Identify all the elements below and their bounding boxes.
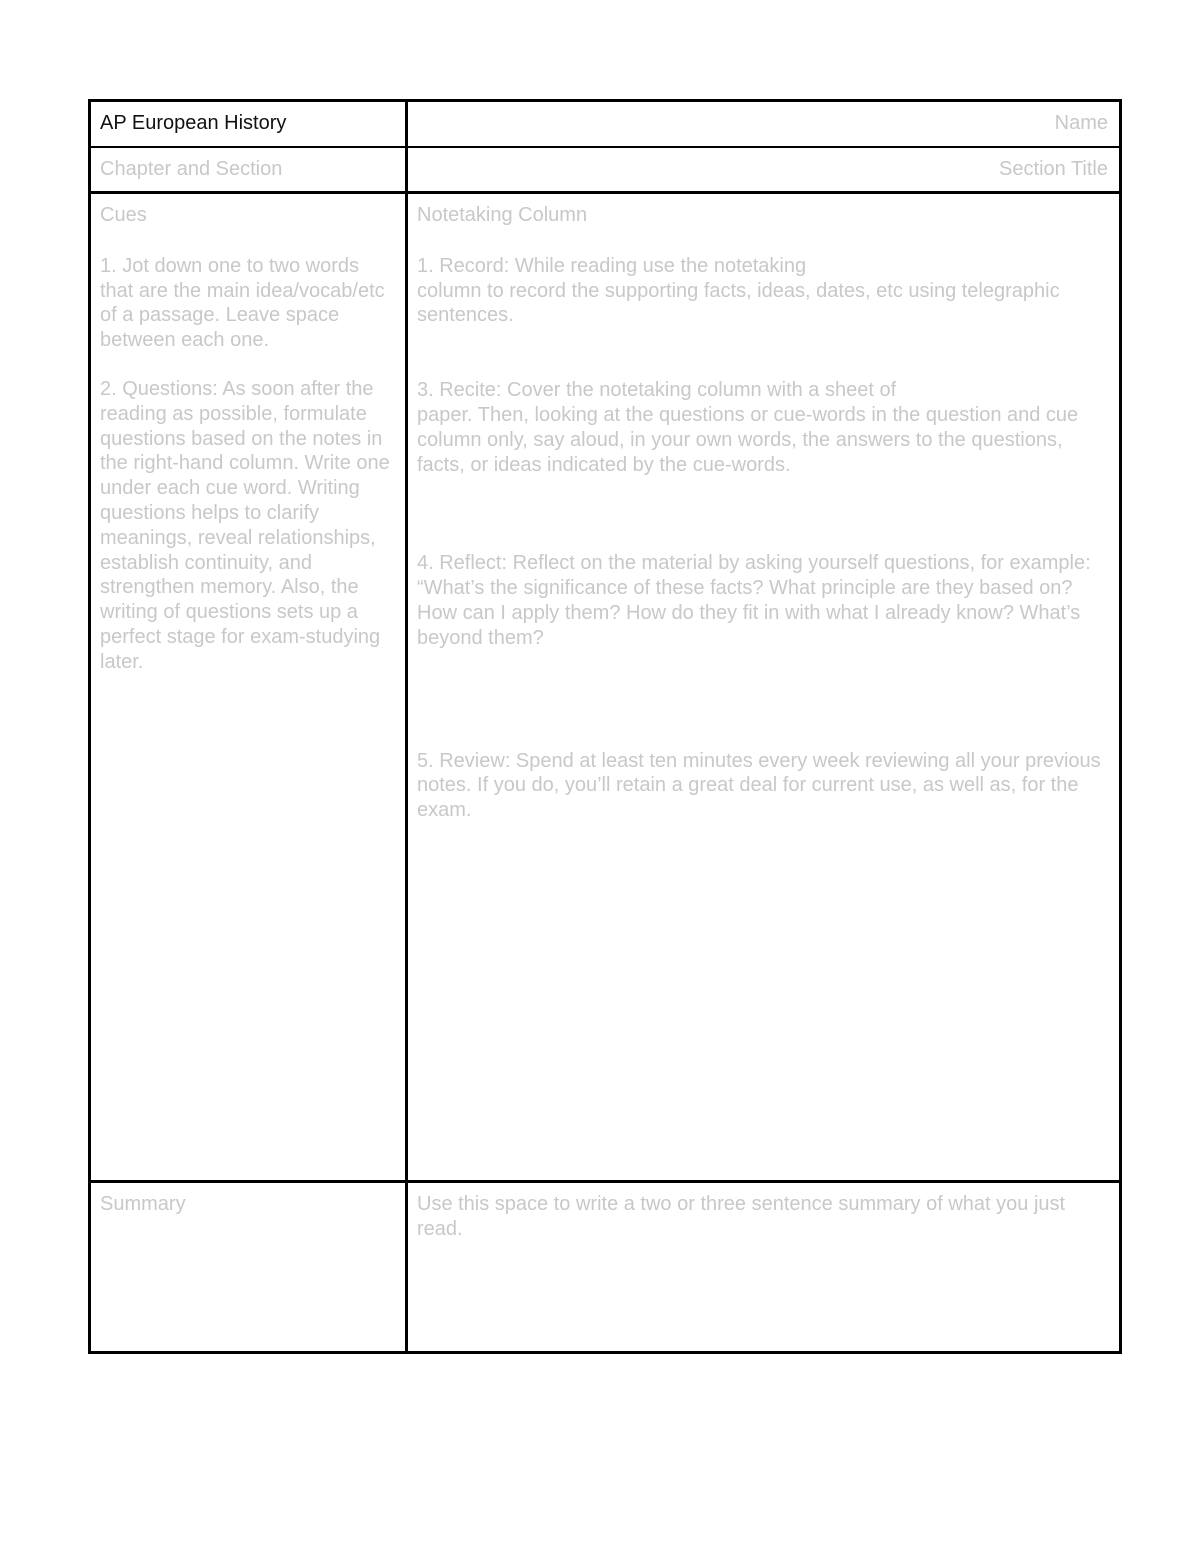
notes-review: 5. Review: Spend at least ten minutes every week reviewing all your previous notes. If you do, you’ll retain a great deal for current use, as well as, for the exam.	[417, 749, 1101, 822]
cues-heading: Cues	[100, 204, 147, 226]
notes-heading: Notetaking Column	[417, 204, 588, 226]
notes-reflect: 4. Reflect: Reflect on the material by asking yourself questions, for example: “What’s the significance of these facts? What principle are they based on? How can I apply them? How do they fit in with what I already know? What’s beyond them?	[417, 552, 1091, 649]
summary-instruction: Use this space to write a two or three sentence summary of what you just read.	[417, 1193, 1066, 1240]
name-field[interactable]	[408, 102, 1119, 146]
notes-recite-line1: 3. Recite: Cover the notetaking column with a sheet of	[417, 379, 897, 402]
notes-recite-line2: paper. Then, looking at the questions or cue-words in the question and cue column only, say aloud, in your own words, the answers to the questions, facts, or ideas indicated by the cue-words.	[417, 403, 1079, 476]
chapter-section-field[interactable]	[91, 148, 405, 191]
summary-area[interactable]	[408, 1183, 1119, 1351]
notes-record-line2: column to record the supporting facts, ideas, dates, etc using telegraphic sentences.	[417, 279, 1060, 327]
cues-instruction-1: 1. Jot down one to two words that are the main idea/vocab/etc of a passage. Leave space between each one.	[100, 254, 385, 352]
notetaking-column[interactable]	[408, 194, 1119, 1180]
course-title-cell[interactable]	[91, 102, 405, 146]
cues-instruction-2: 2. Questions: As soon after the reading as possible, formulate questions based on the notes in the right-hand column. Write one under each cue word. Writing questions helps to clarify meanings, reveal relationships, establish continuity, and strengthen memory. Also, the writing of questions sets up a perfect stage for exam-studying later.	[100, 377, 390, 673]
section-title-field[interactable]	[408, 148, 1119, 191]
summary-label-cell	[91, 1183, 405, 1351]
cues-column[interactable]	[91, 194, 405, 1180]
course-title: AP European History	[100, 112, 287, 134]
name-label: Name	[1054, 112, 1108, 134]
chapter-section-label: Chapter and Section	[100, 158, 283, 180]
cornell-notes-sheet	[88, 99, 1122, 1354]
section-title-label: Section Title	[999, 158, 1108, 180]
notes-record-line1: 1. Record: While reading use the notetaking	[417, 254, 807, 277]
summary-heading: Summary	[100, 1193, 186, 1215]
